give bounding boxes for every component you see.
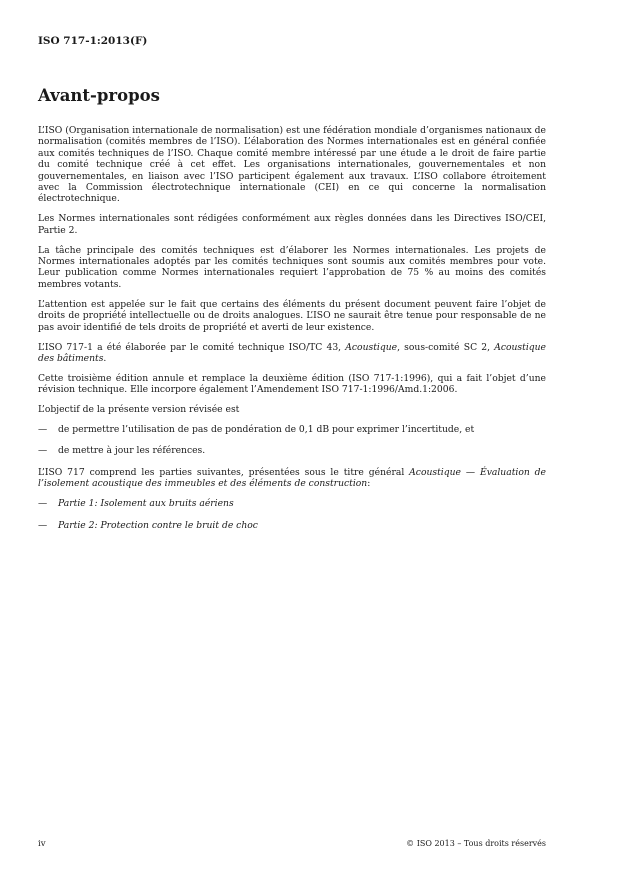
dash-bullet: —	[38, 445, 48, 457]
list-item-text: de permettre l’utilisation de pas de pondération de 0,1 dB pour exprimer l’incertitude, et	[58, 424, 475, 436]
paragraph-committee	[38, 342, 546, 365]
dash-bullet: —	[38, 498, 48, 510]
committee-text-1: L’ISO 717-1 a été élaborée par le comité technique ISO/TC 43,	[38, 341, 346, 353]
list-item	[38, 445, 546, 456]
paragraph-iso-intro: L’ISO (Organisation internationale de normalisation) est une fédération mondiale d’organismes nationaux de normalisation (comités membres de l’ISO). L’élaboration des Normes internationales est en général confiée aux comités techniques de l’ISO. Chaque comité membre intéressé par une étude a le droit de faire partie du comité technique créé à cet effet. Les organisations internationales, gouvernementales et non gouvernementales, en liaison avec l’ISO participent également aux travaux. L’ISO collabore étroitement avec la Commission électrotechnique internationale (CEI) en ce qui concerne la normalisation électrotechnique.	[38, 125, 546, 205]
document-id-header: ISO 717-1:2013(F)	[38, 35, 148, 47]
list-item-text: Partie 1: Isolement aux bruits aériens	[58, 498, 234, 510]
list-item-text: de mettre à jour les références.	[58, 445, 206, 457]
list-item	[38, 498, 546, 509]
parts-general-title: Acoustique — Évaluation de l’isolement acoustique des immeubles et des éléments de construction	[38, 466, 546, 490]
parts-text-2: :	[367, 478, 371, 490]
page-title: Avant-propos	[38, 86, 160, 105]
paragraph-parts-intro	[38, 467, 546, 490]
committee-italic-2: Acoustique des bâtiments	[38, 341, 546, 364]
copyright-notice: © ISO 2013 – Tous droits réservés	[406, 839, 546, 848]
list-item-text: Partie 2: Protection contre le bruit de choc	[58, 519, 258, 531]
committee-italic-1: Acoustique	[345, 341, 398, 353]
dash-bullet: —	[38, 519, 48, 531]
foreword-body	[38, 125, 546, 541]
paragraph-directives: Les Normes internationales sont rédigées conformément aux règles données dans les Directives ISO/CEI, Partie 2.	[38, 213, 546, 236]
paragraph-patent-rights: L’attention est appelée sur le fait que certains des éléments du présent document peuvent faire l’objet de droits de propriété intellectuelle ou de droits analogues. L’ISO ne saurait être tenue pour responsable de ne pas avoir identifié de tels droits de propriété et averti de leur existence.	[38, 298, 546, 333]
list-item	[38, 520, 546, 531]
page-number: iv	[38, 839, 46, 849]
list-item	[38, 424, 546, 435]
committee-text-3: .	[103, 352, 107, 364]
paragraph-edition: Cette troisième édition annule et remplace la deuxième édition (ISO 717-1:1996), qui a fait l’objet d’une révision technique. Elle incorpore également l’Amendement ISO 717-1:1996/Amd.1:2006.	[38, 372, 546, 396]
parts-text-1: L’ISO 717 comprend les parties suivantes, présentées sous le titre général	[38, 466, 410, 478]
paragraph-main-task: La tâche principale des comités techniques est d’élaborer les Normes internationales. Les projets de Normes internationales adoptés par les comités techniques sont soumis aux comités membres pour vote. Leur publication comme Normes internationales requiert l’approbation de 75 % au moins des comités membres votants.	[38, 244, 546, 290]
paragraph-objective: L’objectif de la présente version révisée est	[38, 404, 240, 416]
committee-text-2: , sous-comité SC 2,	[397, 341, 495, 353]
dash-bullet: —	[38, 424, 48, 436]
